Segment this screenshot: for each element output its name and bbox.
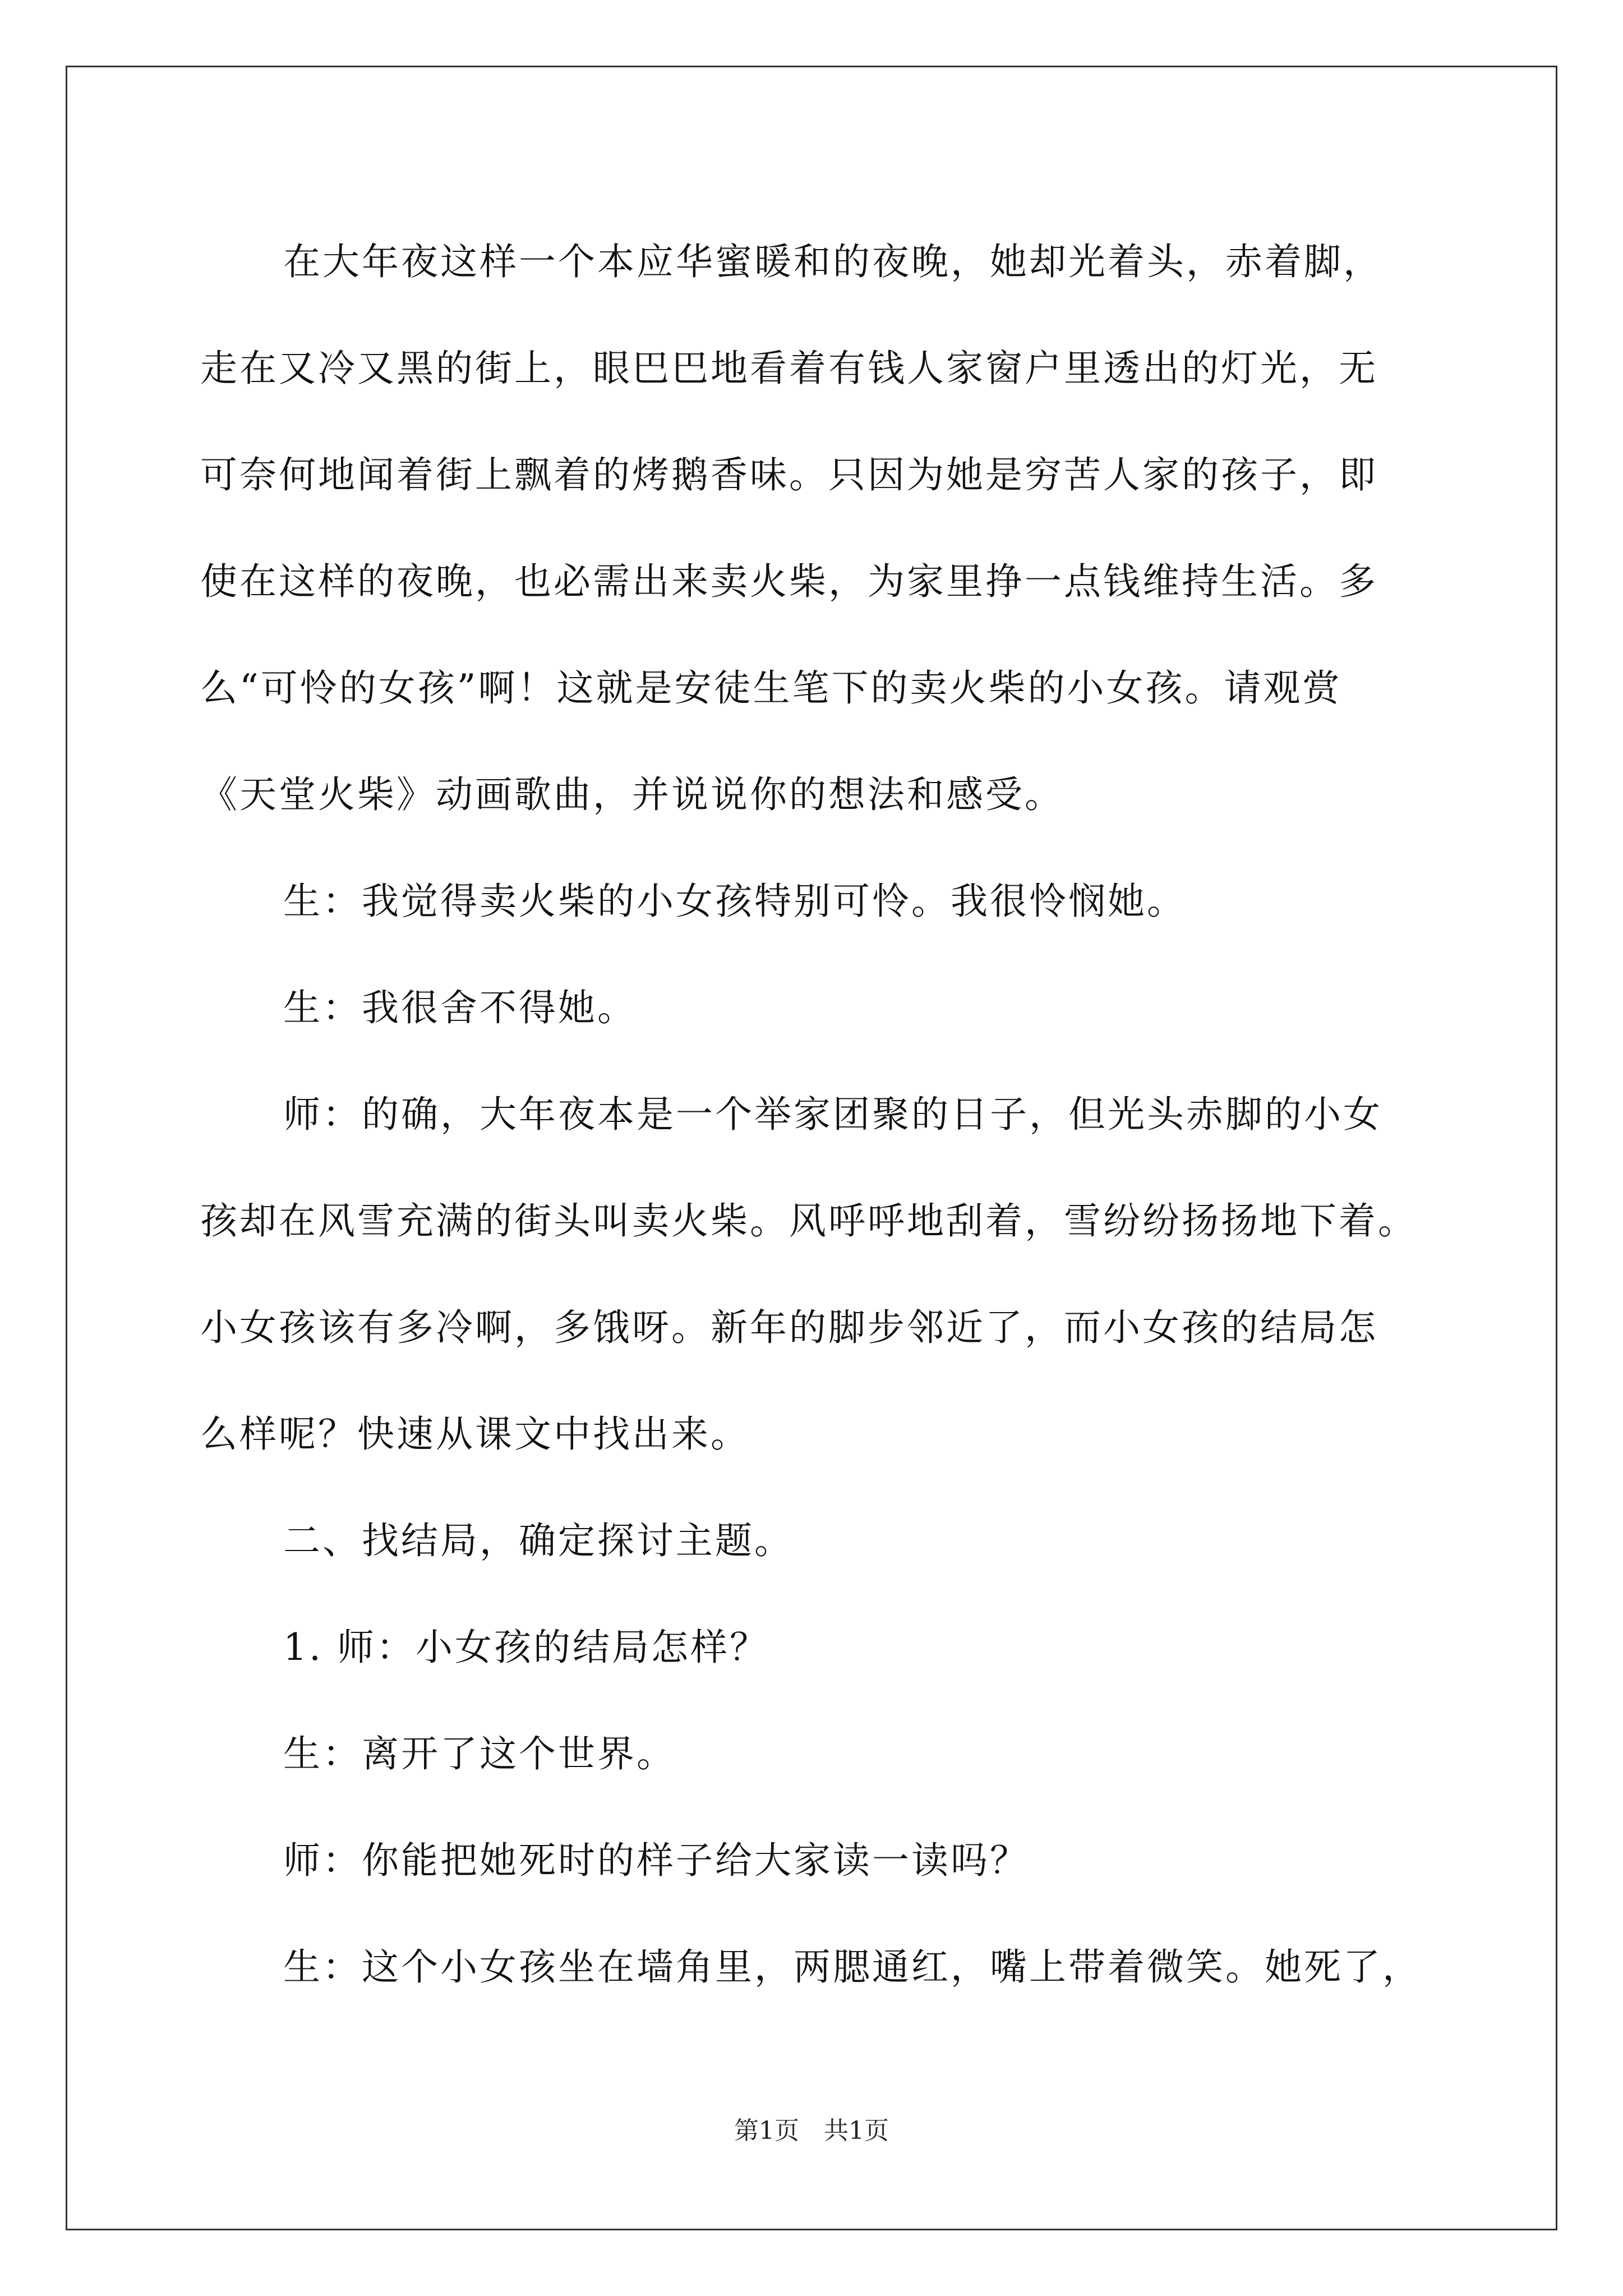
text-line: 生：我觉得卖火柴的小女孩特别可怜。我很怜悯她。 <box>283 880 1186 923</box>
page-total: 共1页 <box>824 2116 889 2145</box>
text-line: 孩却在风雪充满的街头叫卖火柴。风呼呼地刮着，雪纷纷扬扬地下着。 <box>200 1199 1417 1243</box>
text-line: 可奈何地闻着街上飘着的烤鹅香味。只因为她是穷苦人家的孩子，即 <box>200 453 1378 496</box>
text-line: 使在这样的夜晚，也必需出来卖火柴，为家里挣一点钱维持生活。多 <box>200 560 1378 603</box>
text-line: 《天堂火柴》动画歌曲，并说说你的想法和感受。 <box>200 773 1064 816</box>
text-line: 小女孩该有多冷啊，多饿呀。新年的脚步邻近了，而小女孩的结局怎 <box>200 1306 1378 1349</box>
text-line: 师：你能把她死时的样子给大家读一读吗？ <box>283 1839 1029 1882</box>
text-line: 生：我很舍不得她。 <box>283 986 637 1029</box>
text-line: 生：离开了这个世界。 <box>283 1732 676 1775</box>
page-number: 第1页 <box>734 2116 799 2145</box>
document-body <box>200 209 1451 2021</box>
text-line: 么“可怜的女孩”啊！这就是安徒生笔下的卖火柴的小女孩。请观赏 <box>200 666 1342 710</box>
text-line: 师：的确，大年夜本是一个举家团聚的日子，但光头赤脚的小女 <box>283 1093 1382 1136</box>
page-footer <box>0 2110 1623 2146</box>
text-line: 么样呢？快速从课文中找出来。 <box>200 1412 750 1456</box>
text-line: 走在又冷又黑的街上，眼巴巴地看着有钱人家窗户里透出的灯光，无 <box>200 347 1378 390</box>
text-line: 在大年夜这样一个本应华蜜暖和的夜晚，她却光着头，赤着脚， <box>283 240 1382 283</box>
text-line: 生：这个小女孩坐在墙角里，两腮通红，嘴上带着微笑。她死了， <box>283 1945 1422 1989</box>
text-line: 1. 师：小女孩的结局怎样？ <box>283 1626 769 1669</box>
text-line: 二、找结局，确定探讨主题。 <box>283 1519 794 1562</box>
